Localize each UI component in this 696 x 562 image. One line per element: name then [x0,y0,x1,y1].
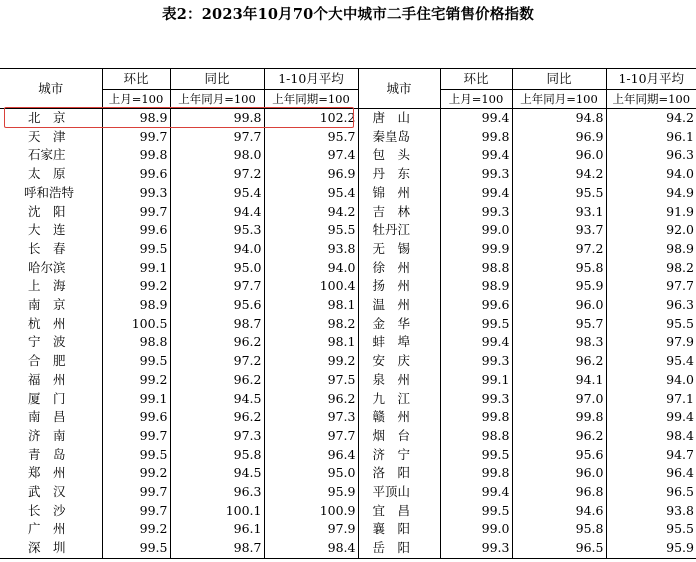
city-column-header-left: 城市 [0,69,102,109]
right-mom-value: 99.8 [440,128,512,147]
left-mom-value: 99.6 [102,165,170,184]
table-row [0,352,696,371]
left-yoy-value: 98.7 [170,315,264,334]
left-city-name: 上 海 [28,278,66,294]
left-city-name: 南 京 [28,297,66,313]
right-yoy-value: 96.0 [512,464,606,483]
table-row [0,371,696,390]
left-yoy-value: 95.0 [170,259,264,278]
right-yoy-value: 96.9 [512,128,606,147]
right-avg-value: 94.9 [606,184,696,203]
right-mom-value: 99.8 [440,464,512,483]
left-yoy-value: 94.4 [170,203,264,222]
right-city-name: 九 江 [358,390,440,409]
right-mom-value: 99.0 [440,520,512,539]
table-title: 表2：2023年10月70个大中城市二手住宅销售价格指数 [162,6,534,23]
right-mom-value: 99.6 [440,296,512,315]
right-avg-value: 96.5 [606,483,696,502]
left-mom-value: 99.1 [102,390,170,409]
left-city-name: 呼和浩特 [24,184,75,200]
left-yoy-value: 96.3 [170,483,264,502]
right-mom-value: 99.3 [440,539,512,558]
yoy-base-header-right: 上年同月=100 [512,90,606,109]
right-mom-value: 99.3 [440,203,512,222]
right-city-name: 泉 州 [358,371,440,390]
left-avg-value: 102.2 [264,109,358,128]
right-avg-value: 98.9 [606,240,696,259]
left-city-name: 宁 波 [28,334,66,350]
mom-column-header-left: 环比 [102,69,170,90]
left-yoy-value: 99.8 [170,109,264,128]
right-mom-value: 99.4 [440,109,512,128]
table-row [0,184,696,203]
left-yoy-value: 94.5 [170,390,264,409]
right-yoy-value: 96.8 [512,483,606,502]
right-city-name: 襄 阳 [358,520,440,539]
table-row [0,520,696,539]
right-city-name: 岳 阳 [358,539,440,558]
left-city-name: 济 南 [28,427,66,443]
avg-base-header-right: 上年同期=100 [606,90,696,109]
right-avg-value: 92.0 [606,221,696,240]
right-mom-value: 99.3 [440,352,512,371]
table-row [0,333,696,352]
right-mom-value: 99.1 [440,371,512,390]
left-mom-value: 99.7 [102,128,170,147]
right-yoy-value: 97.0 [512,390,606,409]
right-avg-value: 95.9 [606,539,696,558]
left-yoy-value: 97.2 [170,165,264,184]
left-mom-value: 99.2 [102,277,170,296]
right-city-name: 牡丹江 [358,221,440,240]
left-avg-value: 95.9 [264,483,358,502]
right-mom-value: 98.9 [440,277,512,296]
right-mom-value: 99.4 [440,333,512,352]
left-city-name: 广 州 [28,521,66,537]
left-city-name: 天 津 [28,128,66,144]
right-avg-value: 96.3 [606,146,696,165]
right-avg-value: 91.9 [606,203,696,222]
right-yoy-value: 99.8 [512,408,606,427]
right-city-name: 蚌 埠 [358,333,440,352]
right-city-name: 徐 州 [358,259,440,278]
left-city-name: 武 汉 [28,484,66,500]
table-row [0,464,696,483]
left-avg-value: 94.0 [264,259,358,278]
left-mom-value: 99.2 [102,520,170,539]
right-city-name: 金 华 [358,315,440,334]
left-yoy-value: 96.2 [170,408,264,427]
left-avg-value: 97.3 [264,408,358,427]
mom-base-header-left: 上月=100 [102,90,170,109]
right-city-name: 平顶山 [358,483,440,502]
right-yoy-value: 97.2 [512,240,606,259]
left-city-name: 长 沙 [28,502,66,518]
left-city-name: 大 连 [28,222,66,238]
left-yoy-value: 95.4 [170,184,264,203]
left-city-name: 福 州 [28,371,66,387]
right-mom-value: 99.4 [440,184,512,203]
avg-base-header-left: 上年同期=100 [264,90,358,109]
table-row [0,539,696,558]
left-yoy-value: 96.2 [170,371,264,390]
right-yoy-value: 94.2 [512,165,606,184]
right-mom-value: 99.5 [440,502,512,521]
left-mom-value: 99.2 [102,371,170,390]
table-row [0,221,696,240]
left-avg-value: 97.9 [264,520,358,539]
left-yoy-value: 95.8 [170,446,264,465]
right-avg-value: 97.9 [606,333,696,352]
left-city-name: 青 岛 [28,446,66,462]
right-city-name: 锦 州 [358,184,440,203]
left-yoy-value: 96.2 [170,333,264,352]
avg-column-header-left: 1-10月平均 [264,69,358,90]
right-avg-value: 97.1 [606,390,696,409]
right-avg-value: 96.1 [606,128,696,147]
table-row [0,240,696,259]
table-row [0,408,696,427]
right-city-name: 秦皇岛 [358,128,440,147]
left-city-name: 合 肥 [28,353,66,369]
right-yoy-value: 94.8 [512,109,606,128]
yoy-column-header-right: 同比 [512,69,606,90]
right-city-name: 丹 东 [358,165,440,184]
left-avg-value: 97.5 [264,371,358,390]
left-mom-value: 98.9 [102,109,170,128]
right-mom-value: 98.8 [440,259,512,278]
right-city-name: 无 锡 [358,240,440,259]
right-mom-value: 99.5 [440,315,512,334]
table-row [0,502,696,521]
right-avg-value: 95.5 [606,520,696,539]
table-row [0,277,696,296]
left-mom-value: 99.7 [102,203,170,222]
left-avg-value: 95.4 [264,184,358,203]
right-city-name: 唐 山 [358,109,440,128]
right-mom-value: 98.8 [440,427,512,446]
left-yoy-value: 97.7 [170,277,264,296]
right-avg-value: 97.7 [606,277,696,296]
left-avg-value: 94.2 [264,203,358,222]
left-city-name: 北 京 [28,110,66,125]
right-city-name: 洛 阳 [358,464,440,483]
right-mom-value: 99.5 [440,446,512,465]
left-mom-value: 99.6 [102,408,170,427]
left-mom-value: 98.8 [102,333,170,352]
right-avg-value: 96.3 [606,296,696,315]
mom-column-header-right: 环比 [440,69,512,90]
right-mom-value: 99.3 [440,165,512,184]
right-yoy-value: 94.6 [512,502,606,521]
left-city-name: 沈 阳 [28,203,66,219]
left-avg-value: 99.2 [264,352,358,371]
left-avg-value: 100.4 [264,277,358,296]
left-avg-value: 97.7 [264,427,358,446]
left-yoy-value: 100.1 [170,502,264,521]
right-yoy-value: 95.8 [512,520,606,539]
table-row [0,146,696,165]
left-avg-value: 97.4 [264,146,358,165]
left-mom-value: 100.5 [102,315,170,334]
right-yoy-value: 98.3 [512,333,606,352]
left-yoy-value: 94.0 [170,240,264,259]
right-avg-value: 94.0 [606,371,696,390]
right-avg-value: 98.2 [606,259,696,278]
yoy-base-header-left: 上年同月=100 [170,90,264,109]
right-yoy-value: 96.2 [512,427,606,446]
right-yoy-value: 95.8 [512,259,606,278]
right-yoy-value: 95.5 [512,184,606,203]
right-avg-value: 95.4 [606,352,696,371]
left-yoy-value: 95.6 [170,296,264,315]
right-city-name: 吉 林 [358,203,440,222]
right-avg-value: 94.2 [606,109,696,128]
table-row [0,427,696,446]
table-row [0,165,696,184]
right-city-name: 济 宁 [358,446,440,465]
left-yoy-value: 98.0 [170,146,264,165]
city-column-header-right: 城市 [358,69,440,109]
table-row [0,315,696,334]
left-avg-value: 98.1 [264,296,358,315]
table-row [0,128,696,147]
left-avg-value: 95.7 [264,128,358,147]
right-mom-value: 99.8 [440,408,512,427]
left-yoy-value: 97.3 [170,427,264,446]
table-row [0,446,696,465]
table-row [0,483,696,502]
right-mom-value: 99.4 [440,146,512,165]
left-avg-value: 93.8 [264,240,358,259]
left-yoy-value: 98.7 [170,539,264,558]
left-avg-value: 98.2 [264,315,358,334]
table-row [0,203,696,222]
right-city-name: 温 州 [358,296,440,315]
left-mom-value: 99.5 [102,539,170,558]
right-city-name: 包 头 [358,146,440,165]
mom-base-header-right: 上月=100 [440,90,512,109]
price-index-table [0,68,696,559]
right-avg-value: 96.4 [606,464,696,483]
yoy-column-header-left: 同比 [170,69,264,90]
right-mom-value: 99.3 [440,390,512,409]
left-avg-value: 95.0 [264,464,358,483]
right-avg-value: 93.8 [606,502,696,521]
left-mom-value: 99.5 [102,352,170,371]
left-city-name: 太 原 [28,166,66,182]
right-mom-value: 99.0 [440,221,512,240]
right-yoy-value: 96.5 [512,539,606,558]
right-avg-value: 99.4 [606,408,696,427]
right-city-name: 烟 台 [358,427,440,446]
left-city-name: 厦 门 [28,390,66,406]
left-mom-value: 99.5 [102,240,170,259]
left-yoy-value: 97.7 [170,128,264,147]
avg-column-header-right: 1-10月平均 [606,69,696,90]
left-avg-value: 96.2 [264,390,358,409]
left-avg-value: 96.9 [264,165,358,184]
right-yoy-value: 94.1 [512,371,606,390]
left-mom-value: 99.7 [102,427,170,446]
right-yoy-value: 93.1 [512,203,606,222]
left-city-name: 杭 州 [28,315,66,331]
left-avg-value: 98.4 [264,539,358,558]
right-mom-value: 99.9 [440,240,512,259]
left-avg-value: 98.1 [264,333,358,352]
left-yoy-value: 94.5 [170,464,264,483]
right-yoy-value: 95.9 [512,277,606,296]
left-yoy-value: 95.3 [170,221,264,240]
left-yoy-value: 96.1 [170,520,264,539]
right-yoy-value: 96.0 [512,146,606,165]
right-avg-value: 95.5 [606,315,696,334]
right-mom-value: 99.4 [440,483,512,502]
left-mom-value: 99.2 [102,464,170,483]
right-yoy-value: 95.6 [512,446,606,465]
table-row [0,296,696,315]
left-mom-value: 99.7 [102,502,170,521]
right-yoy-value: 93.7 [512,221,606,240]
right-yoy-value: 96.2 [512,352,606,371]
left-mom-value: 99.1 [102,259,170,278]
table-row [0,390,696,409]
left-city-name: 郑 州 [28,465,66,481]
right-city-name: 扬 州 [358,277,440,296]
left-city-name: 哈尔滨 [28,259,66,275]
right-avg-value: 98.4 [606,427,696,446]
table-row [0,109,696,128]
left-mom-value: 98.9 [102,296,170,315]
left-avg-value: 96.4 [264,446,358,465]
left-yoy-value: 97.2 [170,352,264,371]
left-city-name: 长 春 [28,240,66,256]
right-city-name: 安 庆 [358,352,440,371]
left-mom-value: 99.6 [102,221,170,240]
left-city-name: 深 圳 [0,539,102,558]
left-mom-value: 99.3 [102,184,170,203]
left-mom-value: 99.7 [102,483,170,502]
right-city-name: 赣 州 [358,408,440,427]
left-avg-value: 100.9 [264,502,358,521]
right-yoy-value: 96.0 [512,296,606,315]
right-avg-value: 94.7 [606,446,696,465]
left-city-name: 南 昌 [28,409,66,425]
right-yoy-value: 95.7 [512,315,606,334]
right-avg-value: 94.0 [606,165,696,184]
left-mom-value: 99.5 [102,446,170,465]
right-city-name: 宜 昌 [358,502,440,521]
table-row [0,259,696,278]
left-avg-value: 95.5 [264,221,358,240]
left-city-name: 石家庄 [28,147,66,163]
table-body [0,109,696,559]
left-mom-value: 99.8 [102,146,170,165]
